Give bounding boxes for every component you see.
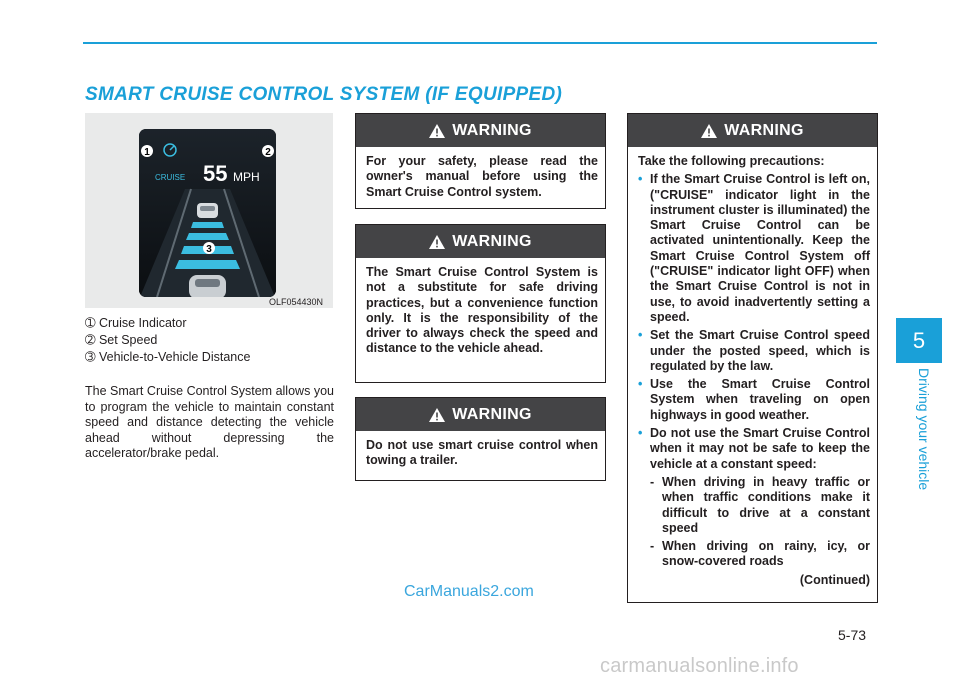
cruise-label: CRUISE [155, 173, 186, 182]
header-rule [83, 42, 877, 44]
callout-item [85, 332, 250, 349]
warning-box [355, 224, 606, 383]
warning-title: WARNING [452, 232, 532, 250]
warning-text: Do not use smart cruise control when towing a trailer. [366, 438, 598, 468]
callout-item [85, 349, 250, 366]
precaution-text: Do not use the Smart Cruise Control when it may not be safe to keep the vehicle at a constant speed: [650, 426, 870, 471]
chapter-label: Driving your vehicle [916, 368, 932, 491]
warning-triangle-icon [429, 235, 445, 249]
callout-item [85, 315, 250, 332]
cluster-graphic [139, 129, 276, 297]
warning-triangle-icon [429, 124, 445, 138]
page-number: 5-73 [838, 627, 867, 643]
sub-item-text: When driving in heavy traffic or when traffic conditions make it difficult to drive at a constant speed [662, 474, 870, 535]
sub-item [638, 539, 870, 570]
callout-number: ➀ [85, 316, 96, 330]
warning-header [356, 398, 605, 431]
marker-2-label: 2 [265, 147, 271, 158]
vehicle-ahead-icon [197, 203, 218, 218]
warning-header [628, 114, 877, 147]
precaution-item [638, 426, 870, 570]
own-vehicle-icon [189, 275, 226, 297]
distance-bar [175, 260, 240, 269]
warning-title: WARNING [452, 121, 532, 139]
set-speed-value: 55 [203, 161, 228, 186]
watermark-link[interactable]: CarManuals2.com [404, 583, 534, 600]
chapter-tab[interactable]: 5 [896, 318, 942, 363]
callout-text: Set Speed [98, 333, 158, 347]
warning-triangle-icon [701, 124, 717, 138]
body-paragraph: The Smart Cruise Control System allows you to program the vehicle to maintain constant speed and distance detecting the vehicle ahead without depressing the accelerator/brake pedal. [85, 384, 334, 460]
precaution-list [638, 172, 870, 569]
precaution-item: • Use the Smart Cruise Control System when traveling on open highways in good weather. [638, 377, 870, 423]
warning-box-precautions [627, 113, 878, 603]
callout-text: Cruise Indicator [98, 316, 187, 330]
callout-number: ➁ [85, 333, 96, 347]
warning-content [628, 147, 877, 594]
warning-title: WARNING [724, 121, 804, 139]
section-title: SMART CRUISE CONTROL SYSTEM (IF EQUIPPED) [85, 84, 563, 105]
bottom-watermark: carmanualsonline.info [600, 655, 799, 677]
warning-text: For your safety, please read the owner's manual before using the Smart Cruise Control system. [366, 154, 598, 199]
precaution-item: • Set the Smart Cruise Control speed under the posted speed, which is regulated by the law. [638, 328, 870, 374]
warning-box [355, 397, 606, 481]
distance-bar [191, 222, 224, 228]
callout-text: Vehicle-to-Vehicle Distance [98, 350, 251, 364]
distance-bar [186, 233, 229, 240]
warning-title: WARNING [452, 405, 532, 423]
precaution-item: • If the Smart Cruise Control is left on, ("CRUISE" indicator light in the instrument cluster is illuminated) the Smart Cruise Control can be activated unintentionally. Keep the Smart Cruise Control System off ("CRUISE" indicator light OFF) when the Smart Cruise Control is not in use, to avoid inadvertently setting a speed. [638, 172, 870, 325]
warning-text: The Smart Cruise Control System is not a substitute for safe driving practices, but a convenience function only. It is the responsibility of the driver to always check the speed and distance to the vehicle ahead. [366, 265, 598, 356]
warning-box [355, 113, 606, 209]
continued-label: (Continued) [799, 572, 870, 587]
speed-unit: MPH [233, 170, 260, 184]
marker-3-label: 3 [206, 244, 212, 255]
instrument-cluster [139, 129, 276, 297]
cluster-figure [85, 113, 333, 308]
marker-1-label: 1 [144, 147, 150, 158]
sub-item-dash: - [650, 539, 655, 554]
figure-code: OLF054430N [269, 297, 324, 307]
warning-header [356, 225, 605, 258]
sub-item-text: When driving on rainy, icy, or snow-covered roads [662, 539, 870, 569]
warning-triangle-icon [429, 408, 445, 422]
callout-number: ➂ [85, 350, 96, 364]
warning-intro: Take the following precautions: [638, 154, 825, 168]
sub-item-dash: - [650, 474, 655, 489]
callout-list [85, 315, 250, 366]
sub-item [638, 475, 870, 536]
warning-header [356, 114, 605, 147]
